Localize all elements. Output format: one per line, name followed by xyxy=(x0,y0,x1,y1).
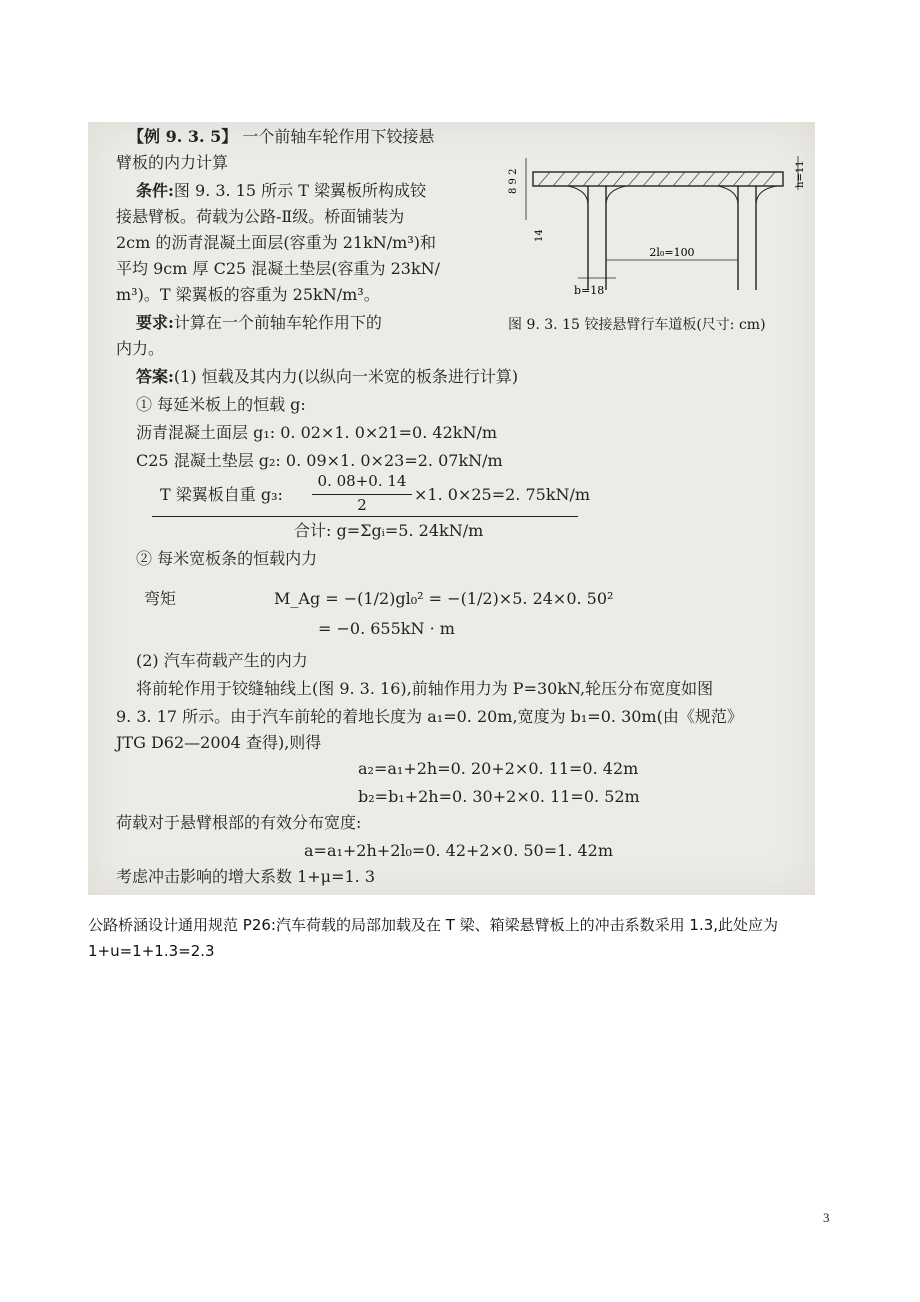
deadload-g3-label: T 梁翼板自重 g₃: xyxy=(160,485,283,504)
effective-width-label: 荷载对于悬臂根部的有效分布宽度: xyxy=(116,813,362,832)
example-title-text: 一个前轴车轮作用下铰接悬 xyxy=(237,127,435,146)
slab-hatching xyxy=(538,172,775,186)
moment-equation: M_Ag = −(1/2)gl₀² = −(1/2)×5. 24×0. 50² xyxy=(274,589,614,608)
page-number: 3 xyxy=(823,1210,830,1225)
g3-fraction-bar xyxy=(312,494,412,495)
figure-caption: 图 9. 3. 15 铰接悬臂行车道板(尺寸: cm) xyxy=(508,317,766,333)
example-title xyxy=(128,126,434,148)
condition-line-4: 平均 9cm 厚 C25 混凝土垫层(容重为 23kN/ xyxy=(116,259,441,278)
paragraph-line-3: JTG D62—2004 查得),则得 xyxy=(116,733,322,752)
deadload-g1: 沥青混凝土面层 g₁: 0. 02×1. 0×21=0. 42kN/m xyxy=(136,423,498,442)
answer-line-1 xyxy=(136,366,518,388)
condition-line-2: 接悬臂板。荷载为公路-Ⅱ级。桥面铺装为 xyxy=(116,207,405,226)
requirement-line-2: 内力。 xyxy=(116,339,165,358)
span-dimension-label: 2l₀=100 xyxy=(649,246,695,259)
flange-slab xyxy=(533,172,783,186)
web-width-label: b=18 xyxy=(574,284,605,297)
requirement-line-1 xyxy=(136,312,382,334)
slab-thickness-label: h=11 xyxy=(795,160,806,188)
haunch-dimension-label: 14 xyxy=(534,229,545,242)
paragraph-line-2: 9. 3. 17 所示。由于汽车前轮的着地长度为 a₁=0. 20m,宽度为 b₁=0. 30m(由《规范》 xyxy=(116,707,743,726)
scanned-textbook-page xyxy=(88,122,815,895)
annotation-note: 公路桥涵设计通用规范 P26:汽车荷载的局部加载及在 T 梁、箱梁悬臂板上的冲击系数采用 1.3,此处应为 1+u=1+1.3=2.3 xyxy=(88,916,779,960)
example-title-line2: 臂板的内力计算 xyxy=(116,153,229,172)
impact-factor: 考虑冲击影响的增大系数 1+μ=1. 3 xyxy=(116,867,376,886)
condition-line-1 xyxy=(136,180,426,202)
left-web xyxy=(588,186,606,290)
equation-b2: b₂=b₁+2h=0. 30+2×0. 11=0. 52m xyxy=(358,787,640,806)
g3-result: ×1. 0×25=2. 75kN/m xyxy=(414,485,591,504)
equation-a2: a₂=a₁+2h=0. 20+2×0. 11=0. 42m xyxy=(358,759,639,778)
deadload-g2: C25 混凝土垫层 g₂: 0. 09×1. 0×23=2. 07kN/m xyxy=(136,451,503,470)
deadload-sum: 合计: g=Σgᵢ=5. 24kN/m xyxy=(294,521,484,540)
condition-line-3: 2cm 的沥青混凝土面层(容重为 21kN/m³)和 xyxy=(116,233,437,252)
g3-numerator: 0. 08+0. 14 xyxy=(317,472,407,490)
sum-rule xyxy=(152,516,578,517)
section-vehicle-load: (2) 汽车荷载产生的内力 xyxy=(136,651,308,670)
answer-label: 答案: xyxy=(136,367,174,386)
answer-text-1: (1) 恒载及其内力(以纵向一米宽的板条进行计算) xyxy=(173,367,519,386)
moment-label: 弯矩 xyxy=(144,589,177,608)
moment-result: = −0. 655kN · m xyxy=(318,619,455,638)
g3-denominator: 2 xyxy=(357,496,367,514)
condition-label: 条件: xyxy=(136,181,174,200)
condition-line-5: m³)。T 梁翼板的容重为 25kN/m³。 xyxy=(116,285,380,304)
t-beam-cantilever-diagram xyxy=(508,150,808,310)
condition-text-1: 图 9. 3. 15 所示 T 梁翼板所构成铰 xyxy=(173,181,427,200)
deadload-item-2: ② 每米宽板条的恒载内力 xyxy=(136,549,318,568)
right-web xyxy=(738,186,756,290)
effective-width-equation: a=a₁+2h+2l₀=0. 42+2×0. 50=1. 42m xyxy=(304,841,614,860)
left-dimension-label: 8 9 2 xyxy=(508,168,519,194)
paragraph-line-1: 将前轮作用于铰缝轴线上(图 9. 3. 16),前轴作用力为 P=30kN,轮压分布宽度如图 xyxy=(136,679,714,698)
deadload-item-1: ① 每延米板上的恒载 g: xyxy=(136,395,306,414)
requirement-label: 要求: xyxy=(136,313,174,332)
requirement-text: 计算在一个前轴车轮作用下的 xyxy=(173,313,382,332)
example-tag: 【例 9. 3. 5】 xyxy=(128,127,238,146)
